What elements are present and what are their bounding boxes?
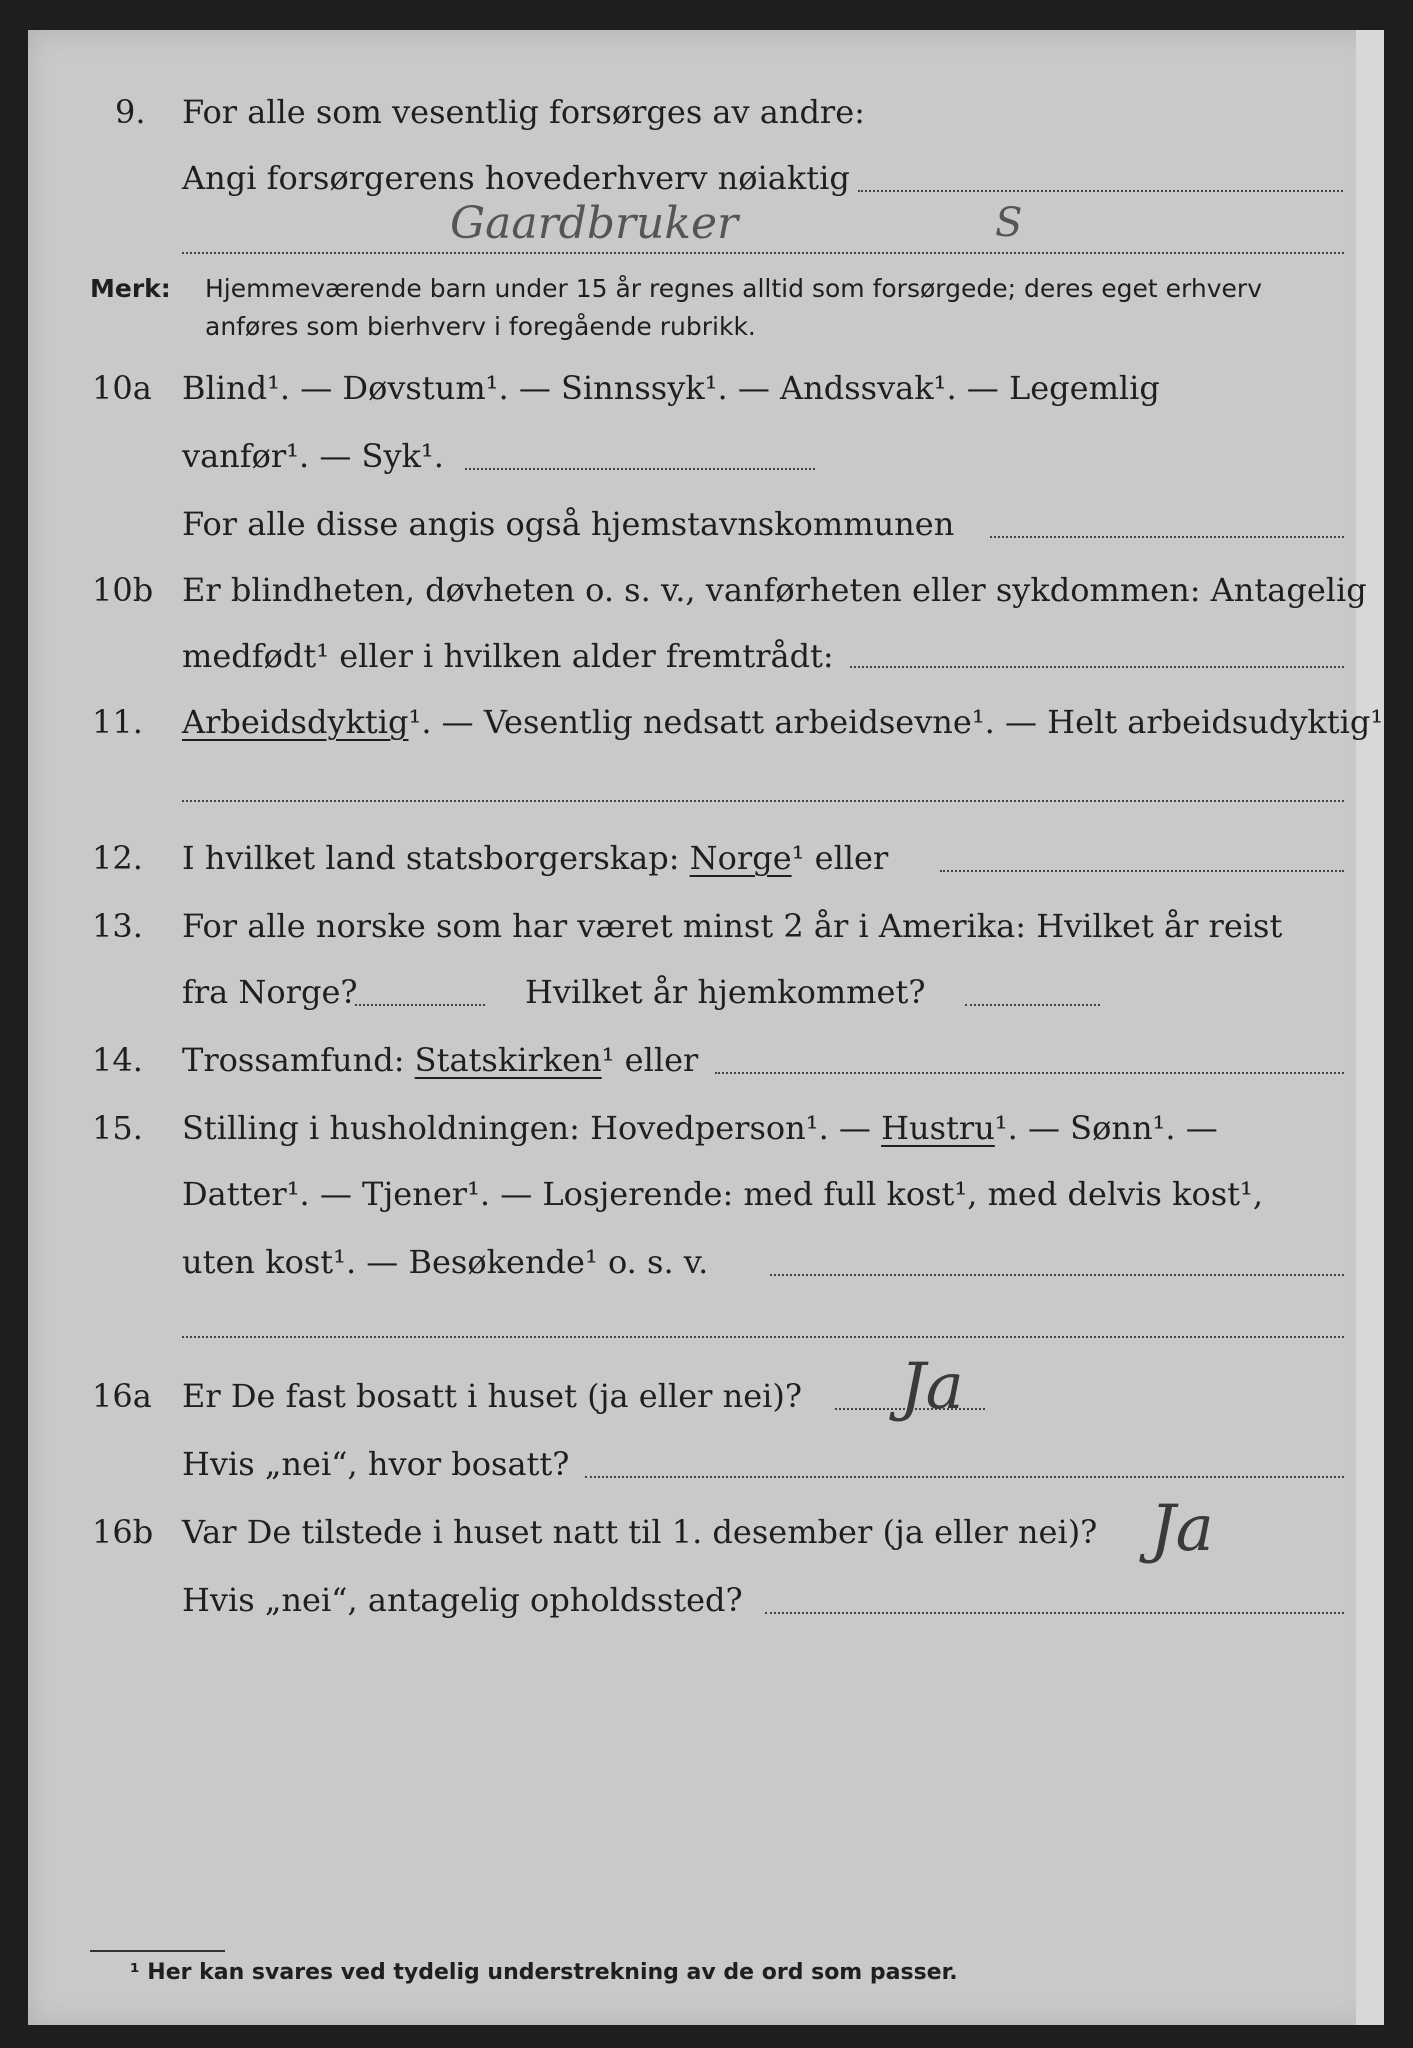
q12-footnote-mark: ¹ [791,839,805,877]
merk-line2: anføres som bierhverv i foregående rubrikk. [205,312,756,341]
q16a-line2-dotted-line [585,1476,1344,1478]
q11-number: 11. [92,703,143,741]
q14-option-statskirken: Statskirken [414,1041,602,1079]
q16a-line2: Hvis „nei“, hvor bosatt? [182,1445,570,1483]
q15-number: 15. [92,1109,143,1147]
q10a-line2-dotted-line [465,468,815,470]
q10a-number: 10a [92,369,152,407]
page-edge [1356,30,1384,2025]
q16b-line1: Var De tilstede i huset natt til 1. desember (ja eller nei)? [182,1513,1098,1551]
q16b-line2: Hvis „nei“, antagelig opholdssted? [182,1581,743,1619]
q10b-line2: medfødt¹ eller i hvilken alder fremtrådt: [182,637,834,675]
q11-rest: ¹. — Vesentlig nedsatt arbeidsevne¹. — Helt arbeidsudyktig¹. [408,703,1394,741]
q9-number: 9. [115,93,146,131]
q12-dotted-line [940,870,1344,872]
q10b-number: 10b [92,571,154,609]
q10a-line3: For alle disse angis også hjemstavnskommunen [182,505,955,543]
q14-tail: eller [624,1041,699,1079]
q16b-answer: Ja [1150,1492,1214,1566]
q13-line2b-dotted-line [965,1004,1100,1006]
q14-dotted-line [715,1072,1344,1074]
q9-answer-line [182,252,1344,254]
q9-line2-dotted-line [858,190,1343,192]
q15-line2: Datter¹. — Tjener¹. — Losjerende: med full kost¹, med delvis kost¹, [182,1175,1264,1213]
q9-line2 [182,158,850,198]
q15-line1a: Stilling i husholdningen: Hovedperson¹. — [182,1109,871,1147]
q14-line [182,1040,698,1080]
q12-text: I hvilket land statsborgerskap: [182,839,680,877]
q10a-line3-dotted-line [990,536,1344,538]
q14-footnote-mark: ¹ [601,1041,615,1079]
q14-text: Trossamfund: [182,1041,405,1079]
q10a-line1: Blind¹. — Døvstum¹. — Sinnssyk¹. — Andssvak¹. — Legemlig [182,369,1160,407]
q15-line1b: ¹. — Sønn¹. — [994,1109,1218,1147]
q14-number: 14. [92,1041,143,1079]
footnote-rule [90,1950,225,1952]
q12-tail: eller [814,839,889,877]
q12-option-norge: Norge [689,839,792,877]
q16a-line1: Er De fast bosatt i huset (ja eller nei)? [182,1377,803,1415]
q15-line1 [182,1108,1218,1148]
q16b-number: 16b [92,1513,154,1551]
q13-line2a: fra Norge? [182,973,358,1011]
q9-answer-mark: S [995,200,1023,246]
q16a-number: 16a [92,1377,152,1415]
q16a-answer: Ja [900,1350,964,1424]
q11-dotted-line [182,800,1344,802]
q11-line [182,702,1393,742]
q12-line [182,838,888,878]
q13-number: 13. [92,907,143,945]
q12-number: 12. [92,839,143,877]
q15-line3: uten kost¹. — Besøkende¹ o. s. v. [182,1243,709,1281]
q10a-line2: vanfør¹. — Syk¹. [182,437,444,475]
q15-line3-dotted-line [770,1274,1344,1276]
q9-line2-text: Angi forsørgerens hovederhverv nøiaktig [182,159,850,197]
q11-option-arbeidsdyktig: Arbeidsdyktig [182,703,409,741]
q9-answer: Gaardbruker [450,198,739,249]
footnote: ¹ Her kan svares ved tydelig understrekning av de ord som passer. [130,1960,958,1985]
merk-line1: Hjemmeværende barn under 15 år regnes alltid som forsørgede; deres eget erhverv [205,274,1262,303]
q15-dotted-line [182,1336,1344,1338]
q13-line2a-dotted-line [355,1004,485,1006]
q10b-line2-dotted-line [850,666,1344,668]
q9-line1: For alle som vesentlig forsørges av andre: [182,93,865,131]
merk-label: Merk: [90,274,171,303]
q10b-line1: Er blindheten, døvheten o. s. v., vanførheten eller sykdommen: Antagelig [182,571,1367,609]
q16b-line2-dotted-line [765,1612,1344,1614]
q15-option-hustru: Hustru [881,1109,995,1147]
q13-line2b: Hvilket år hjemkommet? [525,973,926,1011]
q13-line1: For alle norske som har været minst 2 år i Amerika: Hvilket år reist [182,907,1283,945]
